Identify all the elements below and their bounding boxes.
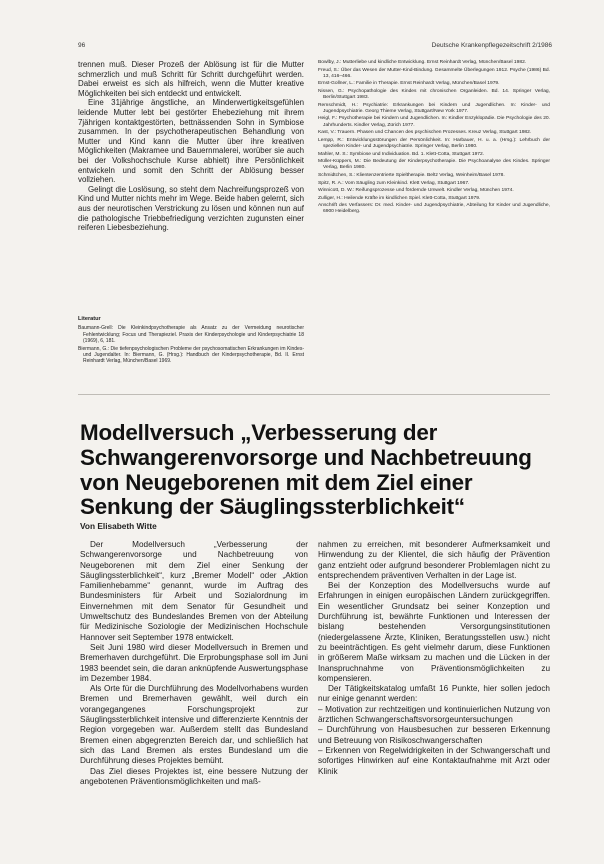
reference-entry: Schmidtchen, S.: Klientenzentrierte Spieltherapie. Beltz Verlag, Weinheim/Basel 1978.	[318, 172, 505, 178]
headline-line: von Neugeborenen mit dem Ziel einer	[80, 469, 473, 495]
paragraph: Bei der Konzeption des Modellversuchs wurde auf Erfahrungen in einigen europäischen Ländern zurückgegriffen. Ein wesentlicher Grundsatz bei seiner Konzeption und Durchführung ist, bewährte Funktionen und Interessen der bislang bestehenden Versorgungsinstitutionen (niedergelassene Ärzte, Kliniken, Beratungsstellen usw.) nicht zu beeinträchtigen. Es geht vielmehr darum, diese Funktionen in größerem Maße wirksam zu machen und die Lücken in der Inanspruchnahme von Präventionsmöglichkeiten zu kompensieren.	[318, 581, 550, 683]
reference-entry: Biermann, G.: Die tiefenpsychologischen Probleme der psychosomatischen Erkrankungen im Kindes- und Jugendalter. In: Biermann, G. (Hrsg.): Handbuch der Kinderpsychotherapie, Bd. II. Ernst Reinhardt Verlag, München/Basel 1969.	[78, 345, 304, 365]
article-byline: Von Elisabeth Witte	[80, 521, 157, 531]
paragraph: Gelingt die Loslösung, so steht dem Nachreifungsprozeß von Kind und Mutter nichts mehr im Wege. Beide haben gelernt, sich aus der neurotischen Verstrickung zu lösen und können nun auf die pathologische Triebbefriedigung verzichten zugunsten einer reiferen Liebesbeziehung.	[78, 184, 304, 233]
literature-list-left	[78, 316, 304, 366]
author-address: Anschrift des Verfassers: Dr. med. Kinder- und Jugendpsychiatrie, Abteilung für Kinder und Jugendliche, 6900 Heidelberg.	[318, 203, 550, 215]
reference-entry: Mahler, M. S.: Symbiose und Individuation. Bd. 1. Klett-Cotta, Stuttgart 1972.	[318, 151, 485, 157]
reference-entry: Müller-Küppers, M.: Die Bedeutung der Kinderpsychotherapie. Die Psychoanalyse des Kindes. Springer Verlag, Berlin 1980.	[318, 159, 550, 171]
reference-entry: Heigl, F.: Psychotherapie bei Kindern und Jugendlichen. In: Kindler Enzyklopädie. Die Psychologie des 20. Jahrhunderts. Kindler Verlag, Zürich 1977.	[318, 116, 550, 128]
reference-entry: Nissen, G.: Psychopathologie des Kindes mit chronischen Organleiden. Bd. 14. Springer Verlag, Berlin/Stuttgart 1983.	[318, 88, 550, 101]
reference-entry: Baumann-Grell: Die Kleinkindpsychotherapie als Ansatz zu der Vermeidung neurotischer Fehlentwicklung; Focus und Therapieziel. Praxis der Kinderpsychologie und Kinderpsychiatrie 18 (1969), 6, 181.	[78, 325, 304, 344]
reference-entry: Freud, S.: Über das Wesen der Mutter-Kind-Bindung. Gesammelte Überlegungen 1912. Psyche (1986) Bd. 13, 416–466.	[318, 67, 550, 79]
page-number: 96	[78, 42, 86, 49]
journal-title: Deutsche Krankenpflegezeitschrift 2/1986	[431, 42, 552, 49]
headline-line: Schwangerenvorsorge und Nachbetreuung	[80, 444, 532, 470]
list-item: – Motivation zur rechtzeitigen und kontinuierlichen Nutzung von ärztlichen Schwangerschaftsvorsorgeuntersuchungen	[318, 704, 550, 725]
literature-list-right	[318, 60, 550, 217]
previous-article-text	[78, 60, 304, 233]
reference-entry: Spitz, R. A.: Vom Säugling zum Kleinkind. Klett Verlag, Stuttgart 1967.	[318, 180, 470, 186]
reference-entry: Kast, V.: Trauern. Phasen und Chancen des psychischen Prozesses. Kreuz Verlag, Stuttgart 1982.	[318, 130, 532, 136]
reference-entry: Ernst-Gollner, L.: Familie in Therapie. Ernst Reinhardt Verlag, München/Basel 1979.	[318, 81, 500, 87]
list-item: – Erkennen von Regelwidrigkeiten in der Schwangerschaft und sofortiges Hinwirken auf eine Kontaktaufnahme mit Arzt oder Klinik	[318, 745, 550, 776]
reference-entry: Remschmidt, H.: Psychiatrie: Erkrankungen bei Kindern und Jugendlichen. In: Kinder- und Jugendpsychiatrie. Georg Thieme Verlag, Stuttgart/New York 1977.	[318, 102, 550, 114]
reference-entry: Bowlby, J.: Mutterliebe und kindliche Entwicklung. Ernst Reinhardt Verlag, München/Basel 1982.	[318, 60, 527, 65]
reference-entry: Lempp, R.: Entwicklungsstörungen der Persönlichkeit. In: Harbauer, H. u. a. (Hrsg.): Lehrbuch der speziellen Kinder- und Jugendpsychiatrie. Springer Verlag, Berlin 1980.	[318, 137, 550, 150]
article-headline	[80, 421, 550, 520]
reference-entry: Winnicott, D. W.: Reifungsprozesse und fördernde Umwelt. Kindler Verlag, München 1974.	[318, 188, 514, 194]
reference-entry: Zulliger, H.: Heilende Kräfte im kindlichen Spiel. Klett-Cotta, Stuttgart 1979.	[318, 195, 481, 201]
headline-line: Modellversuch „Verbesserung der	[80, 420, 438, 445]
paragraph: trennen muß. Dieser Prozeß der Ablösung ist für die Mutter schmerzlich und muß Schritt für Schritt durchgeführt werden. Dabei erweist es sich als hilfreich, wenn die Mutter kreative Möglichkeiten bei sich entdeckt und entwickelt.	[78, 60, 304, 98]
paragraph: Das Ziel dieses Projektes ist, eine bessere Nutzung der angebotenen Präventionsmöglichkeiten und maß-	[80, 766, 308, 786]
paragraph: Der Modellversuch „Verbesserung der Schwangerenvorsorge und Nachbetreuung von Neugeborenen mit dem Ziel einer Senkung der Säuglingssterblichkeit“, kurz „Bremer Modell“ oder „Aktion Familienhebamme“ genannt, wurde im Auftrag des Bundesministers für Arbeit und Sozialordnung im Einvernehmen mit dem Senator für Gesundheit und Umweltschutz des Bundeslandes Bremen von der Abteilung für Medizinische Soziologie der Medizinischen Hochschule Hannover seit September 1978 entwickelt.	[80, 540, 308, 642]
paragraph: Der Tätigkeitskatalog umfaßt 16 Punkte, hier sollen jedoch nur einige genannt werden:	[318, 684, 550, 704]
article-body-left	[80, 540, 308, 787]
paragraph: nahmen zu erreichen, mit besonderer Aufmerksamkeit und Hinwendung zu der Klientel, die sich häufig der Prävention ganz entzieht oder aufgrund besonderer Problemlagen nicht zu entsprechendem präventiven Verhalten in der Lage ist.	[318, 540, 550, 580]
paragraph: Eine 31jährige ängstliche, an Minderwertigkeitsgefühlen leidende Mutter lebt bei gestörter Ehebeziehung mit ihrem 7jährigen kontaktgestörten, bettnässenden Sohn in Symbiose zusammen. In der psychotherapeutischen Behandlung von Mutter und Kind kann die Mutter über ihre kreativen Möglichkeiten (Makramee und Bauernmalerei, worüber sie auch bei der Volkshochschule Kurse abhielt) ihre Persönlichkeit entwickeln und somit den Schritt der Ablösung besser vollziehen.	[78, 98, 304, 185]
headline-line: Senkung der Säuglingssterblichkeit“	[80, 494, 465, 520]
paragraph: Seit Juni 1980 wird dieser Modellversuch in Bremen und Bremerhaven durchgeführt. Die Erprobungsphase soll im Juni 1983 beendet sein, die daran anknüpfende Auswertungsphase im Dezember 1984.	[80, 642, 308, 683]
list-item: – Durchführung von Hausbesuchen zur besseren Erkennung und Betreuung von Risikoschwangerschaften	[318, 725, 550, 745]
literature-heading: Literatur	[78, 316, 101, 322]
article-body-right	[318, 540, 550, 777]
section-divider	[78, 394, 550, 395]
paragraph: Als Orte für die Durchführung des Modellvorhabens wurden Bremen und Bremerhaven gewählt, weil durch ein vorangegangenes Forschungsprojekt zur Säuglingssterblichkeit intensive und differenzierte Kenntnis der Region vorgegeben war. Außerdem stellt das Bundesland Bremen einen abgegrenzten Bereich dar, und schließlich hat sich das Land Bremen als erstes Bundesland um die Durchführung dieses Projektes bemüht.	[80, 684, 308, 766]
